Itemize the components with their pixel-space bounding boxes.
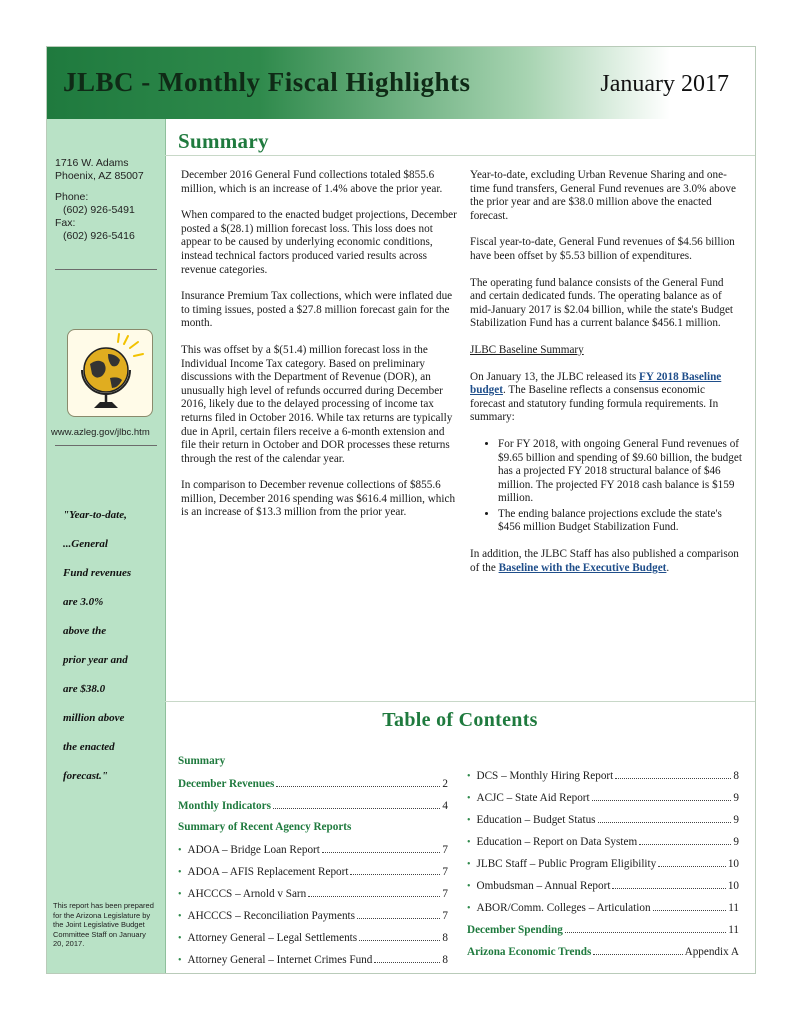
newsletter-page — [46, 46, 756, 974]
toc-dot-leader — [592, 791, 732, 801]
toc-entry[interactable] — [467, 945, 739, 967]
toc-entry-label: • ABOR/Comm. Colleges – Articulation — [467, 902, 651, 914]
toc-page-number: 9 — [733, 792, 739, 804]
toc-dot-leader — [639, 835, 731, 845]
toc-dot-leader — [374, 953, 440, 963]
toc-dot-leader — [322, 843, 441, 853]
summary-heading: Summary — [178, 129, 269, 153]
toc-entry-label: • AHCCCS – Reconciliation Payments — [178, 910, 355, 922]
quote-line: Fund revenues — [63, 567, 132, 579]
toc-entry-label: Monthly Indicators — [178, 800, 271, 812]
toc-page-number: 7 — [442, 888, 448, 900]
summary-paragraph: Fiscal year-to-date, General Fund revenues of $4.56 billion have been offset by $5.53 billion of expenditures. — [470, 236, 735, 262]
toc-entry[interactable] — [178, 887, 448, 909]
toc-entry-label: Summary — [178, 755, 226, 767]
toc-entry[interactable] — [178, 799, 448, 821]
toc-dot-leader — [593, 945, 682, 955]
toc-entry-label: • Education – Report on Data System — [467, 836, 637, 848]
closing-text: In addition, the JLBC Staff has also published a comparison of the — [470, 548, 739, 574]
toc-page-number: 9 — [733, 814, 739, 826]
toc-dot-leader — [357, 909, 440, 919]
contact-info — [55, 157, 144, 243]
toc-entry[interactable] — [178, 865, 448, 887]
toc-heading: Table of Contents — [382, 709, 538, 731]
baseline-paragraph — [470, 371, 742, 425]
toc-dot-leader — [598, 813, 732, 823]
sidebar-divider — [55, 269, 157, 270]
toc-entry-label: • ACJC – State Aid Report — [467, 792, 590, 804]
baseline-bullet-item: • For FY 2018, with ongoing General Fund revenues of $9.65 billion and spending of $9.60 billion, the budget has a projected FY 2018 structural balance of $46 million. The projected FY 2018 cash balance is $159 million. — [498, 438, 742, 506]
summary-paragraph: This was offset by a $(51.4) million forecast loss in the Individual Income Tax category. Based on preliminary discussions with the Department of Revenue (DOR), an unusually high level of refunds occurred during December 2016, likely due to the delayed processing of income tax returns filed in October 2016. While tax returns are typically due in April, certain filers receive a 6-month extension and file their return in October and DOR processes these returns through the rest of the calendar year. — [181, 343, 453, 465]
summary-paragraph: When compared to the enacted budget projections, December posted a $(28.1) million forecast loss. This loss does not appear to be caused by underlying economic conditions, instead technical factors produced varied results across revenue categories. — [181, 209, 457, 276]
newsletter-title: JLBC - Monthly Fiscal Highlights — [63, 67, 471, 97]
toc-entry-label: Summary of Recent Agency Reports — [178, 821, 352, 833]
jlbc-logo — [67, 329, 153, 417]
sidebar — [47, 119, 166, 973]
quote-line: are 3.0% — [63, 596, 104, 608]
baseline-text: On January 13, the JLBC released its — [470, 370, 640, 383]
toc-entry-label: • Education – Budget Status — [467, 814, 596, 826]
toc-dot-leader — [359, 931, 440, 941]
summary-paragraph: The operating fund balance consists of the General Fund and certain dedicated funds. The operating balance as of mid-January 2017 is $2.04 billion, while the state's Budget Stabilization Fund has a current balance $456.1 million. — [470, 276, 734, 330]
summary-paragraph: In comparison to December revenue collections of $855.6 million, December 2016 spending was $616.4 million, which is an increase of $13.3 million from the prior year. — [181, 479, 456, 519]
toc-dot-leader — [612, 879, 725, 889]
baseline-budget-link[interactable]: FY 2018 Baseline budget — [470, 370, 722, 397]
toc-entry[interactable] — [467, 923, 739, 945]
globe-icon — [68, 330, 152, 416]
toc-dot-leader — [350, 865, 440, 875]
quote-line: ...General — [63, 538, 108, 550]
quote-line: are $38.0 — [63, 683, 106, 695]
toc-page-number: 7 — [442, 910, 448, 922]
toc-page-number: 7 — [442, 844, 448, 856]
fax-number: (602) 926-5416 — [63, 230, 135, 242]
quote-line: forecast." — [63, 770, 108, 782]
toc-page-number: 4 — [442, 800, 448, 812]
toc-page-number: 7 — [442, 866, 448, 878]
issue-date: January 2017 — [600, 71, 729, 97]
summary-paragraphs — [470, 169, 742, 331]
summary-column-left — [181, 169, 457, 533]
summary-paragraph: Year-to-date, excluding Urban Revenue Sharing and one-time fund transfers, General Fund revenues are 3.0% above the prior year and are $38.0 million above the enacted forecast. — [470, 169, 736, 222]
website-link[interactable]: www.azleg.gov/jlbc.htm — [51, 427, 150, 438]
toc-dot-leader — [565, 923, 726, 933]
toc-entry[interactable] — [467, 835, 739, 857]
toc-dot-leader — [273, 799, 440, 809]
toc-dot-leader — [308, 887, 440, 897]
toc-entry[interactable] — [178, 821, 448, 843]
toc-page-number: 10 — [727, 858, 739, 870]
toc-page-number: 10 — [727, 880, 739, 892]
toc-entry[interactable] — [467, 813, 739, 835]
toc-entry[interactable] — [467, 769, 739, 791]
toc-page-number: 9 — [733, 836, 739, 848]
summary-column-right — [470, 169, 742, 588]
quote-line: prior year and — [63, 654, 128, 666]
toc-page-number: 2 — [442, 778, 448, 790]
quote-line: "Year-to-date, — [63, 509, 127, 521]
toc-dot-leader — [658, 857, 726, 867]
toc-entry-label: • ADOA – Bridge Loan Report — [178, 844, 320, 856]
toc-entry-label: December Revenues — [178, 778, 275, 790]
baseline-text-cont: . The Baseline reflects a consensus economic forecast and statutory funding formula requirements. In summary: — [470, 384, 719, 424]
toc-entry-label: • ADOA – AFIS Replacement Report — [178, 866, 348, 878]
toc-entry-label: • Ombudsman – Annual Report — [467, 880, 610, 892]
toc-entry[interactable] — [178, 843, 448, 865]
address-city: Phoenix, AZ 85007 — [55, 170, 144, 182]
toc-entry[interactable] — [178, 909, 448, 931]
heading-divider — [165, 155, 755, 156]
toc-entry-label: December Spending — [467, 924, 563, 936]
toc-entry[interactable] — [178, 953, 448, 975]
executive-budget-link[interactable]: Baseline with the Executive Budget — [498, 561, 667, 574]
toc-entry-label: • Attorney General – Legal Settlements — [178, 932, 357, 944]
toc-page-number: 8 — [442, 954, 448, 966]
toc-entry[interactable] — [467, 857, 739, 879]
toc-entry-label: • DCS – Monthly Hiring Report — [467, 770, 613, 782]
baseline-heading: JLBC Baseline Summary — [470, 343, 584, 356]
pull-quote — [63, 501, 161, 791]
toc-dot-leader — [653, 901, 727, 911]
address-line: 1716 W. Adams — [55, 157, 129, 169]
sidebar-divider — [55, 445, 157, 446]
baseline-bullet-item: • The ending balance projections exclude the state's $456 million Budget Stabilization Fund. — [498, 508, 742, 535]
toc-dot-leader — [615, 769, 731, 779]
toc-entry-label: • Attorney General – Internet Crimes Fund — [178, 954, 372, 966]
toc-column-left — [178, 755, 448, 975]
toc-page-number: 8 — [442, 932, 448, 944]
report-note: This report has been prepared for the Arizona Legislature by the Joint Legislative Budget Committee Staff on January 20, 2017. — [53, 901, 154, 948]
fax-label: Fax: — [55, 217, 76, 229]
toc-entry-label: • AHCCCS – Arnold v Sarn — [178, 888, 306, 900]
toc-entry[interactable] — [467, 791, 739, 813]
toc-entry[interactable] — [467, 901, 739, 923]
toc-column-right — [467, 769, 739, 967]
closing-paragraph — [470, 548, 742, 575]
summary-paragraph: December 2016 General Fund collections totaled $855.6 million, which is an increase of 1.4% above the prior year. — [181, 169, 443, 195]
closing-text-end: . — [666, 561, 670, 574]
toc-divider — [165, 701, 755, 702]
toc-entry-label: Arizona Economic Trends — [467, 946, 592, 958]
toc-entry[interactable] — [467, 879, 739, 901]
quote-line: above the — [63, 625, 107, 637]
quote-line: million above — [63, 712, 125, 724]
toc-entry-label: • JLBC Staff – Public Program Eligibility — [467, 858, 656, 870]
phone-label: Phone: — [55, 191, 89, 203]
toc-entry[interactable] — [178, 777, 448, 799]
toc-entry[interactable] — [178, 931, 448, 953]
toc-page-number: 8 — [733, 770, 739, 782]
toc-entry[interactable] — [178, 755, 448, 777]
toc-dot-leader — [276, 777, 440, 787]
toc-page-number: 11 — [728, 924, 739, 936]
header-banner — [47, 47, 755, 119]
quote-line: the enacted — [63, 741, 115, 753]
toc-page-number: 11 — [728, 902, 739, 914]
toc-page-number: Appendix A — [684, 946, 739, 958]
baseline-bullets — [470, 438, 742, 535]
phone-number: (602) 926-5491 — [63, 204, 135, 216]
summary-paragraph: Insurance Premium Tax collections, which were inflated due to timing issues, posted a $27.8 million forecast gain for the month. — [181, 290, 453, 330]
